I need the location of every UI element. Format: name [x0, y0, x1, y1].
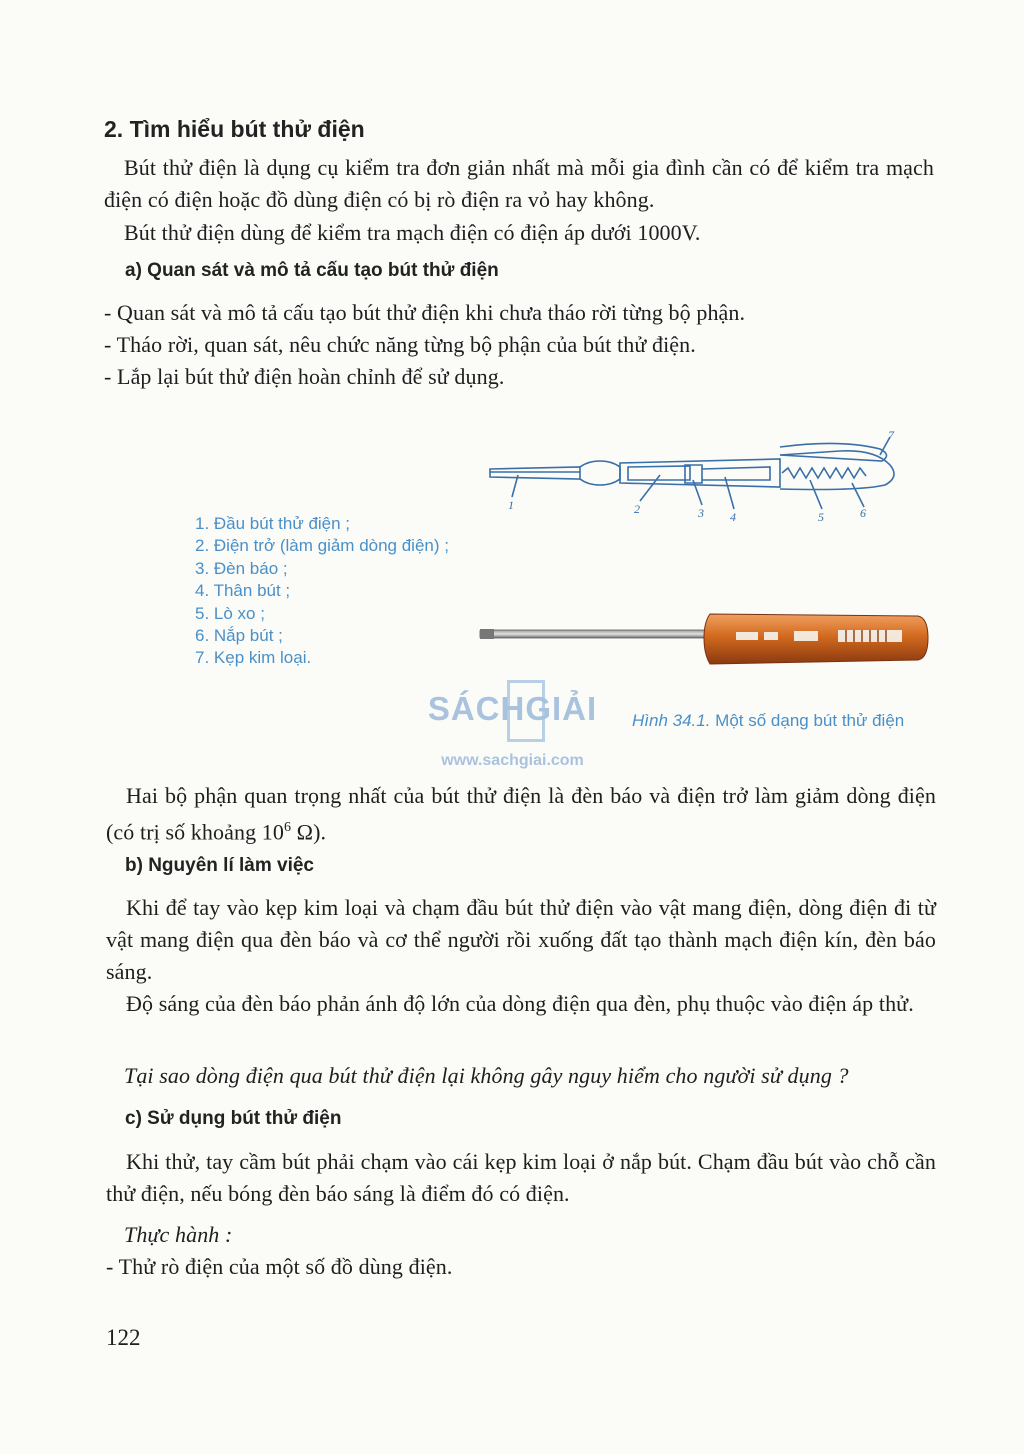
part-number-7: 7 [888, 428, 894, 442]
part-b-question: Tại sao dòng điện qua bút thử điện lại không gây nguy hiểm cho người sử dụng ? [124, 1063, 849, 1088]
legend-item: 3. Đèn báo ; [195, 558, 288, 578]
figure-legend [195, 513, 449, 670]
screwdriver-tester-image [478, 608, 930, 670]
after-figure-text: Hai bộ phận quan trọng nhất của bút thử điện là đèn báo và điện trở làm giảm dòng điện (có trị số khoảng 10 [106, 783, 936, 845]
part-b-paragraph-1: Khi để tay vào kẹp kim loại và chạm đầu bút thử điện vào vật mang điện, dòng điện đi từ vật mang điện qua đèn báo và cơ thể người rồi xuống đất tạo thành mạch điện kín, đèn báo sáng. [106, 895, 936, 984]
part-number-1: 1 [508, 498, 514, 512]
legend-item: 5. Lò xo ; [195, 603, 265, 623]
caption-text: Một số dạng bút thử điện [710, 711, 905, 730]
part-a-title: a) Quan sát và mô tả cấu tạo bút thử điện [125, 260, 499, 281]
legend-item: 7. Kẹp kim loại. [195, 648, 312, 668]
part-b-title: b) Nguyên lí làm việc [125, 855, 314, 876]
part-number-6: 6 [860, 506, 866, 520]
after-figure-paragraph [106, 780, 936, 848]
practice-item: - Thử rò điện của một số đồ dùng điện. [106, 1254, 453, 1279]
watermark [410, 680, 615, 770]
part-number-3: 3 [698, 506, 704, 520]
legend-item: 2. Điện trở (làm giảm dòng điện) ; [195, 536, 449, 556]
intro-paragraph-2: Bút thử điện dùng để kiểm tra mạch điện có điện áp dưới 1000V. [124, 220, 701, 245]
figure-caption [632, 711, 904, 731]
legend-item: 6. Nắp bút ; [195, 626, 283, 646]
caption-label: Hình 34.1. [632, 711, 711, 730]
part-c-paragraph-1: Khi thử, tay cầm bút phải chạm vào cái kẹp kim loại ở nắp bút. Chạm đầu bút vào chỗ cần thử điện, nếu bóng đèn báo sáng là điểm đó có điện. [106, 1149, 936, 1206]
part-c-title: c) Sử dụng bút thử điện [125, 1108, 342, 1129]
practice-label: Thực hành : [124, 1222, 233, 1247]
pen-tester-diagram [480, 425, 920, 530]
part-number-2: 2 [634, 502, 640, 516]
after-figure-unit: Ω). [291, 819, 327, 845]
watermark-brand: SÁCHGIẢI [427, 690, 598, 727]
part-a-item-3: - Lắp lại bút thử điện hoàn chỉnh để sử dụng. [104, 364, 505, 389]
part-number-4: 4 [730, 510, 736, 524]
part-a-item-1: - Quan sát và mô tả cấu tạo bút thử điện khi chưa tháo rời từng bộ phận. [104, 300, 746, 325]
page-number: 122 [106, 1325, 141, 1350]
intro-paragraph-1: Bút thử điện là dụng cụ kiểm tra đơn giản nhất mà mỗi gia đình cần có để kiểm tra mạch điện có điện hoặc đồ dùng điện có bị rò điện ra vỏ hay không. [104, 155, 934, 212]
part-a-item-2: - Tháo rời, quan sát, nêu chức năng từng bộ phận của bút thử điện. [104, 332, 696, 357]
legend-item: 4. Thân bút ; [195, 581, 291, 601]
section-title: 2. Tìm hiểu bút thử điện [104, 116, 365, 142]
watermark-url: www.sachgiai.com [441, 752, 584, 769]
part-number-5: 5 [818, 510, 824, 524]
part-b-paragraph-2: Độ sáng của đèn báo phản ánh độ lớn của dòng điện qua đèn, phụ thuộc vào điện áp thử. [126, 991, 914, 1016]
exponent: 6 [283, 820, 292, 835]
legend-item: 1. Đầu bút thử điện ; [195, 514, 351, 533]
